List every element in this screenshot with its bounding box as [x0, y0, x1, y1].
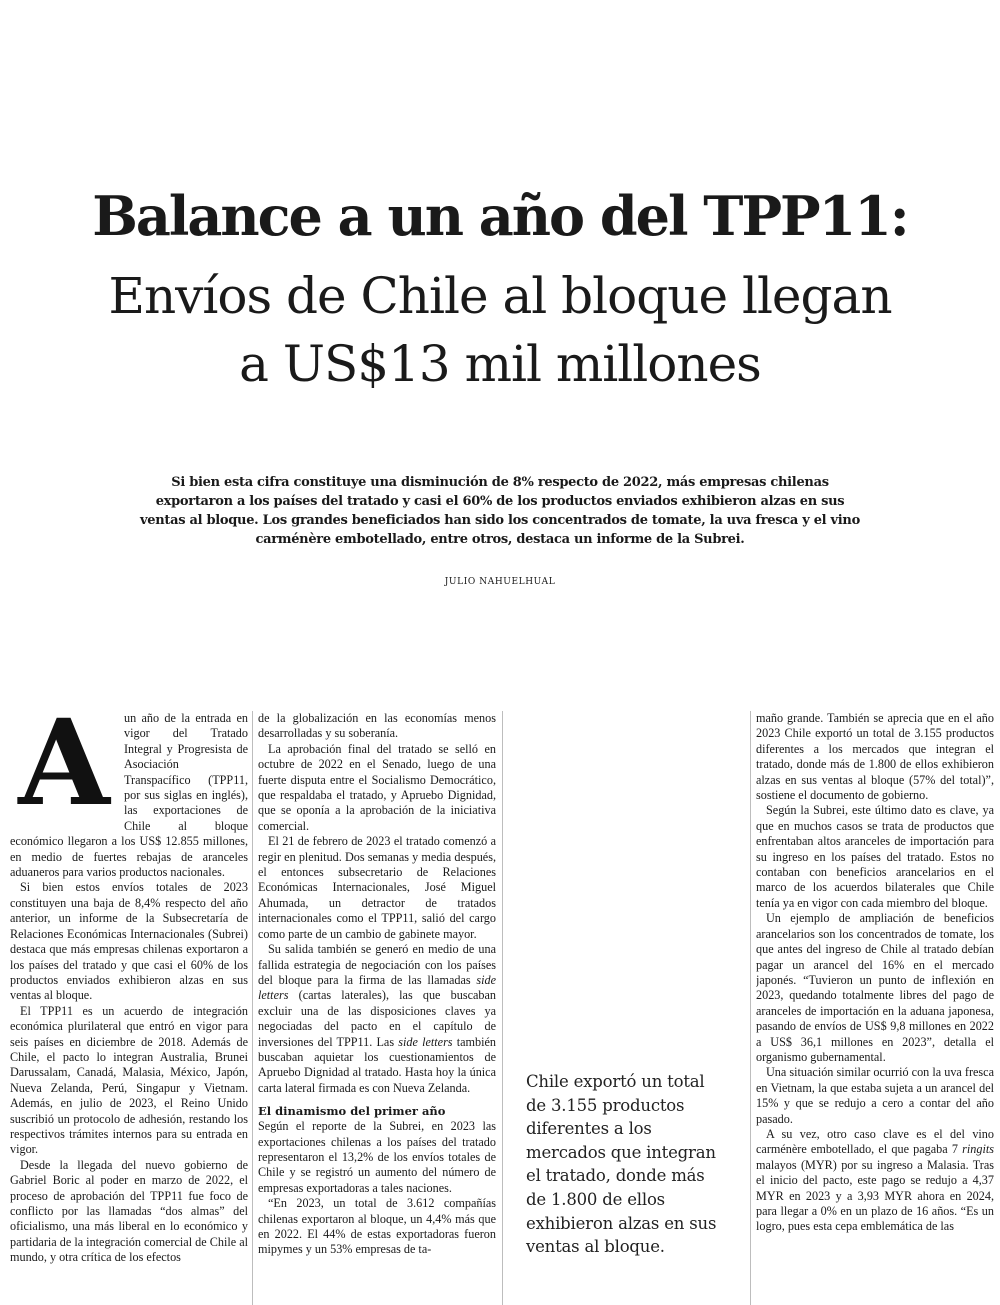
- paragraph: Según la Subrei, este último dato es clave, ya que en muchos casos se trata de productos que enfrentaban altos aranceles de importación para su ingreso en los países del tratado. Estos no contaban con beneficios arancelarios en el marco de los acuerdos bilaterales que Chile tenía ya en vigor con cada miembro del bloque.: [756, 803, 994, 910]
- column-divider: [502, 711, 503, 1305]
- text-run: (cartas laterales), las que buscaban excluir una de las disposiciones claves ya negociadas del pacto en el capítulo de inversiones del TPP11. Las: [258, 988, 496, 1049]
- paragraph: Desde la llegada del nuevo gobierno de Gabriel Boric al poder en marzo de 2022, el proceso de aprobación del TPP11 fue foco de conflicto por las llamadas “dos almas” del oficialismo, una más liberal en lo económico y partidaria de la integración comercial de Chile al mundo, y otra crítica de los efectos: [10, 1157, 248, 1265]
- paragraph: Si bien estos envíos totales de 2023 constituyen una baja de 8,4% respecto del año anterior, un informe de la Subsecretaría de Relaciones Económicas Internacionales (Subrei) destaca que más empresas chilenas exportaron a los países del tratado y que casi el 60% de los productos enviados exhibieron alzas en sus ventas al bloque.: [10, 880, 248, 1003]
- italic-term: side letters: [398, 1034, 453, 1049]
- italic-term: ringits: [962, 1142, 994, 1157]
- body-column-1: [10, 711, 248, 1305]
- paragraph: de la globalización en las economías menos desarrolladas y su soberanía.: [258, 711, 496, 741]
- italic-term: side letters: [258, 972, 496, 1003]
- paragraph: La aprobación final del tratado se selló en octubre de 2022 en el Senado, luego de una fuerte disputa entre el Socialismo Democrático, que respaldaba el tratado, y Apruebo Dignidad, que se oponía a la aprobación de la iniciativa comercial.: [258, 741, 496, 833]
- column-divider: [252, 711, 253, 1305]
- author-byline: JULIO NAHUELHUAL: [444, 577, 556, 587]
- headline-subtitle: [20, 262, 980, 398]
- text-run: Su salida también se generó en medio de una fallida estrategia de negociación con los países del bloque para la firma de las llamadas: [258, 942, 496, 987]
- article-deck: Si bien esta cifra constituye una disminución de 8% respecto de 2022, más empresas chilenas exportaron a los países del tratado y casi el 60% de los productos enviados exhibieron alzas en sus ventas al bloque. Los grandes beneficiados han sido los concentrados de tomate, la uva fresca y el vino carménère embotellado, entre otros, destaca un informe de la Subrei.: [140, 475, 860, 547]
- paragraph: [258, 942, 496, 1096]
- pull-quote: Chile exportó un total de 3.155 productos diferentes a los mercados que integran el tratado, donde más de 1.800 de ellos exhibieron alzas en sus ventas al bloque.: [526, 1072, 717, 1257]
- section-subheading: El dinamismo del primer año: [258, 1104, 446, 1119]
- body-column-4: [756, 711, 994, 1305]
- paragraph: Según el reporte de la Subrei, en 2023 las exportaciones chilenas a los países del tratado representaron el 13,2% de los envíos totales de Chile y se registró un aumento del número de empresas exportadoras a tales naciones.: [258, 1119, 496, 1195]
- headline-subtitle-line-1: Envíos de Chile al bloque llegan: [108, 267, 892, 325]
- text-run: A su vez, otro caso clave es el del vino carménère embotellado, el que pagaba 7: [756, 1126, 994, 1157]
- text-run: también buscaban aquietar los cuestionamientos de Apruebo Dignidad al tratado. Hasta hoy la única carta lateral firmada es con Nueva Zelanda.: [258, 1034, 496, 1095]
- body-column-2: [258, 711, 496, 1305]
- text-run: malayos (MYR) por su ingreso a Malasia. Tras el inicio del pacto, este pago se redujo a 4,37 MYR en 2023 y a 3,93 MYR ahora en 2024, para llegar a 0% en un plazo de 16 años. “Es un logro, pues esta cepa emblemática de las: [756, 1157, 994, 1234]
- paragraph: “En 2023, un total de 3.612 compañías chilenas exportaron al bloque, un 4,4% más que en 2022. El 44% de estas exportadoras fueron mipymes y un 53% empresas de ta-: [258, 1196, 496, 1257]
- headline-title: Balance a un año del TPP11:: [92, 184, 908, 248]
- paragraph: El TPP11 es un acuerdo de integración económica plurilateral que entró en vigor para seis países en diciembre de 2018. Además de Chile, el pacto lo integran Australia, Brunei Darussalam, Canadá, Malasia, México, Japón, Nueva Zelanda, Perú, Singapur y Vietnam. Además, en julio de 2023, el Reino Unido suscribió un protocolo de adhesión, restando los respectivos trámites internos para su entrada en vigor.: [10, 1003, 248, 1157]
- paragraph: El 21 de febrero de 2023 el tratado comenzó a regir en plenitud. Dos semanas y media después, el entonces subsecretario de Relaciones Económicas Internacionales, José Miguel Ahumada, un detractor de tratados internacionales como el TPP11, salió del cargo como parte de un cambio de gabinete mayor.: [258, 834, 496, 941]
- headline-subtitle-line-2: a US$13 mil millones: [239, 335, 761, 393]
- drop-cap: A: [18, 711, 110, 832]
- paragraph: Una situación similar ocurrió con la uva fresca en Vietnam, la que estaba sujeta a un arancel del 15% y que se redujo a cero a contar del año pasado.: [756, 1065, 994, 1126]
- paragraph: maño grande. También se aprecia que en el año 2023 Chile exportó un total de 3.155 productos diferentes a los mercados que integran el tratado, donde más de 1.800 de ellos exhibieron alzas en sus ventas al bloque (57% del total)”, sostiene el documento de gobierno.: [756, 711, 994, 803]
- column-divider: [750, 711, 751, 1305]
- paragraph: Un ejemplo de ampliación de beneficios arancelarios son los concentrados de tomate, los que antes del ingreso de Chile al tratado debían pagar un arancel del 16% en el mercado japonés. “Tuvieron un punto de inflexión en 2023, quedando totalmente libres del pago de aranceles de importación en la aduana japonesa, pasando de envíos de US$ 9,8 millones en 2022 a US$ 36,1 millones en 2023”, detalla el organismo gubernamental.: [756, 911, 994, 1064]
- paragraph: [756, 1127, 994, 1235]
- paragraph: un año de la entrada en vigor del Tratado Integral y Progresista de Asociación Transpacífico (TPP11, por sus siglas en inglés), las exportaciones de Chile al bloque económico llegaron a los US$ 12.855 millones, en medio de fuertes rebajas de aranceles aduaneros para varios productos nacionales.: [10, 711, 248, 880]
